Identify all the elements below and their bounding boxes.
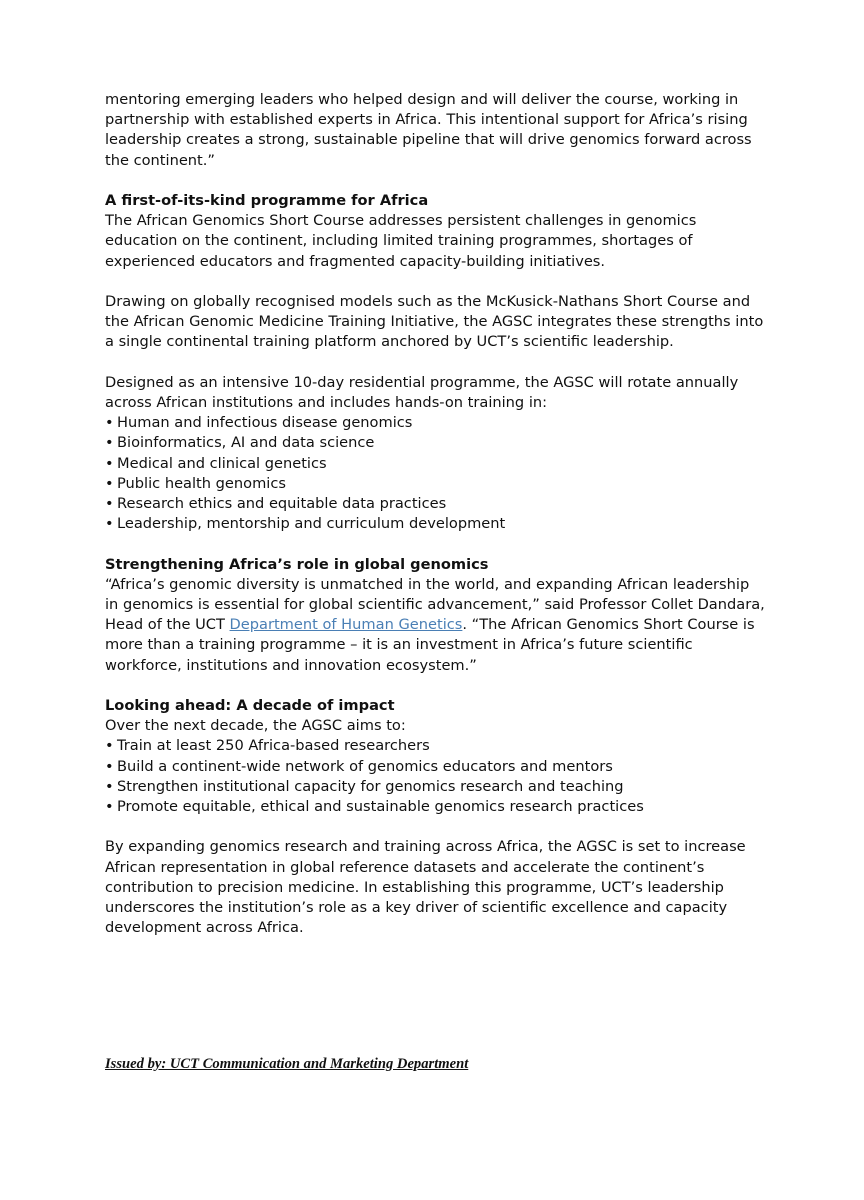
list-item: • Bioinformatics, AI and data science	[105, 433, 765, 453]
list-item: • Promote equitable, ethical and sustainable genomics research practices	[105, 797, 765, 817]
list-item: • Build a continent-wide network of genomics educators and mentors	[105, 757, 765, 777]
list-item: • Research ethics and equitable data practices	[105, 494, 765, 514]
list-item: • Public health genomics	[105, 474, 765, 494]
list-item: • Strengthen institutional capacity for genomics research and teaching	[105, 777, 765, 797]
section-heading-looking-ahead: Looking ahead: A decade of impact	[105, 697, 395, 715]
section1-paragraph-2: Drawing on globally recognised models such as the McKusick-Nathans Short Course and the African Genomic Medicine Training Initiative, the AGSC integrates these strengths into a single continental training platform anchored by UCT’s scientific leadership.	[105, 293, 764, 351]
section1-paragraph-1: The African Genomics Short Course addresses persistent challenges in genomics education on the continent, including limited training programmes, shortages of experienced educators and fragmented capacity-building initiatives.	[105, 212, 697, 270]
list-item: • Leadership, mentorship and curriculum development	[105, 514, 765, 534]
training-topics-list	[105, 413, 765, 534]
intro-paragraph: mentoring emerging leaders who helped design and will deliver the course, working in partnership with established experts in Africa. This intentional support for Africa’s rising leadership creates a strong, sustainable pipeline that will drive genomics forward across the continent.”	[105, 91, 752, 169]
document-body	[105, 90, 765, 959]
department-of-human-genetics-link[interactable]: Department of Human Genetics	[229, 616, 463, 634]
bullet-icon: •	[105, 515, 114, 533]
goals-list	[105, 736, 765, 817]
section3-intro: Over the next decade, the AGSC aims to:	[105, 717, 406, 735]
section-heading-strengthening-role: Strengthening Africa’s role in global genomics	[105, 555, 489, 573]
list-item: • Medical and clinical genetics	[105, 454, 765, 474]
list-item: • Train at least 250 Africa-based researchers	[105, 736, 765, 756]
bullet-icon: •	[105, 474, 114, 492]
bullet-icon: •	[105, 737, 114, 755]
list-item: • Human and infectious disease genomics	[105, 413, 765, 433]
bullet-icon: •	[105, 777, 114, 795]
bullet-icon: •	[105, 414, 114, 432]
bullet-icon: •	[105, 495, 114, 513]
issued-by-footer: Issued by: UCT Communication and Marketing Department	[105, 1056, 469, 1072]
bullet-icon: •	[105, 454, 114, 472]
section1-paragraph-3: Designed as an intensive 10-day residential programme, the AGSC will rotate annually across African institutions and includes hands-on training in:	[105, 373, 739, 411]
section2-paragraph: “Africa’s genomic diversity is unmatched in the world, and expanding African leadership in genomics is essential for global scientific advancement,” said Professor Collet Dandara, Head of the UCT Department of Human Genetics. “The African Genomics Short Course is more than a training programme – it is an investment in Africa’s future scientific workforce, institutions and innovation ecosystem.”	[105, 575, 765, 674]
bullet-icon: •	[105, 434, 114, 452]
section-heading-first-of-its-kind: A first-of-its-kind programme for Africa	[105, 192, 429, 209]
bullet-icon: •	[105, 757, 114, 775]
closing-paragraph: By expanding genomics research and training across Africa, the AGSC is set to increase African representation in global reference datasets and accelerate the continent’s contribution to precision medicine. In establishing this programme, UCT’s leadership underscores the institution’s role as a key driver of scientific excellence and capacity development across Africa.	[105, 838, 746, 937]
bullet-icon: •	[105, 798, 114, 816]
